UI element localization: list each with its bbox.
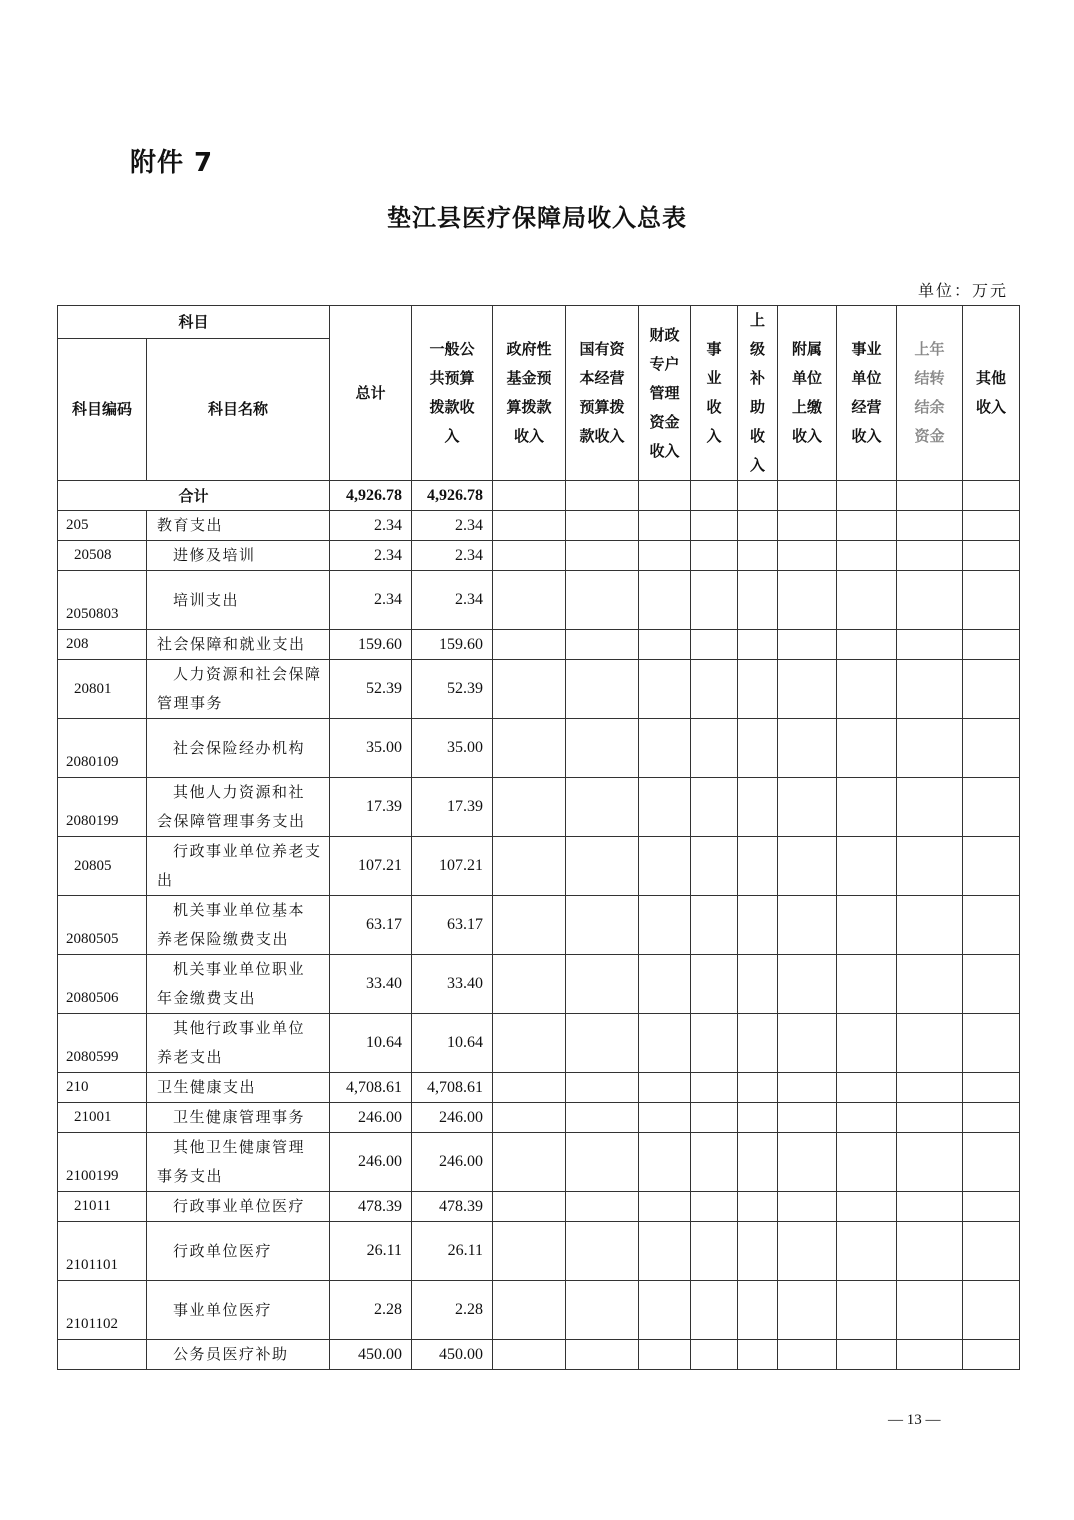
cell-empty — [493, 511, 566, 541]
cell-empty — [493, 1222, 566, 1281]
header-state-capital: 国有资本经营预算拨款收入 — [566, 306, 639, 481]
cell-total: 159.60 — [330, 630, 412, 660]
cell-empty — [691, 541, 738, 571]
table-row — [58, 837, 1020, 896]
cell-empty — [738, 630, 778, 660]
subject-code: 2080109 — [58, 719, 147, 778]
subject-name: 社会保险经办机构 — [147, 719, 330, 778]
header-code: 科目编码 — [58, 339, 147, 481]
subject-name: 进修及培训 — [147, 541, 330, 571]
cell-empty — [963, 1073, 1020, 1103]
cell-general: 4,708.61 — [412, 1073, 493, 1103]
cell-empty — [778, 1133, 837, 1192]
table-row — [58, 719, 1020, 778]
cell-empty — [566, 1014, 639, 1073]
cell-empty — [778, 1340, 837, 1370]
cell-empty — [778, 719, 837, 778]
cell-empty — [566, 1281, 639, 1340]
cell-empty — [837, 541, 897, 571]
cell-empty — [493, 1073, 566, 1103]
cell-empty — [639, 778, 691, 837]
subject-name: 卫生健康管理事务 — [147, 1103, 330, 1133]
cell-empty — [897, 1073, 963, 1103]
cell-empty — [738, 1222, 778, 1281]
cell-empty — [897, 541, 963, 571]
subject-code: 20508 — [58, 541, 147, 571]
table-row — [58, 1192, 1020, 1222]
cell-empty — [639, 630, 691, 660]
cell-empty — [837, 955, 897, 1014]
header-fiscal-special: 财政专户管理资金收入 — [639, 306, 691, 481]
cell-empty — [897, 955, 963, 1014]
cell-empty — [493, 571, 566, 630]
cell-empty — [963, 778, 1020, 837]
cell-general: 107.21 — [412, 837, 493, 896]
cell-general: 10.64 — [412, 1014, 493, 1073]
cell-empty — [738, 1133, 778, 1192]
cell-empty — [639, 1281, 691, 1340]
cell-empty — [566, 1103, 639, 1133]
subject-code: 205 — [58, 511, 147, 541]
cell-empty — [778, 1192, 837, 1222]
cell-general: 35.00 — [412, 719, 493, 778]
cell-empty — [837, 1133, 897, 1192]
subject-code — [58, 1340, 147, 1370]
cell-empty — [639, 1222, 691, 1281]
total-row — [58, 481, 1020, 511]
cell-empty — [639, 571, 691, 630]
cell-general: 246.00 — [412, 1103, 493, 1133]
subject-name: 卫生健康支出 — [147, 1073, 330, 1103]
cell-empty — [837, 630, 897, 660]
header-superior: 上级补助收入 — [738, 306, 778, 481]
cell-empty — [493, 660, 566, 719]
cell-empty — [963, 1133, 1020, 1192]
cell-empty — [691, 1133, 738, 1192]
cell-empty — [566, 541, 639, 571]
subject-code: 2101102 — [58, 1281, 147, 1340]
cell-empty — [778, 541, 837, 571]
cell-empty — [493, 1340, 566, 1370]
cell-empty — [837, 1192, 897, 1222]
cell-empty — [897, 1103, 963, 1133]
cell-empty — [837, 1281, 897, 1340]
subject-code: 20801 — [58, 660, 147, 719]
cell-empty — [691, 837, 738, 896]
cell-empty — [691, 955, 738, 1014]
cell-empty — [493, 778, 566, 837]
subject-name-line1: 其他人力资源和社 — [173, 783, 306, 801]
cell-empty — [897, 719, 963, 778]
cell-empty — [963, 1192, 1020, 1222]
table-row — [58, 1133, 1020, 1192]
subject-code: 2100199 — [58, 1133, 147, 1192]
cell-empty — [963, 955, 1020, 1014]
cell-empty — [566, 1340, 639, 1370]
cell-total: 35.00 — [330, 719, 412, 778]
subject-name-line1: 其他行政事业单位 — [173, 1019, 306, 1037]
cell-empty — [493, 1192, 566, 1222]
cell-general: 450.00 — [412, 1340, 493, 1370]
subject-name: 培训支出 — [147, 571, 330, 630]
cell-empty — [738, 778, 778, 837]
table-row — [58, 511, 1020, 541]
subject-code: 2080505 — [58, 896, 147, 955]
cell-empty — [493, 1014, 566, 1073]
subject-name-line1: 机关事业单位基本 — [173, 901, 306, 919]
cell-total: 26.11 — [330, 1222, 412, 1281]
cell-empty — [691, 1014, 738, 1073]
subject-name-line2: 养老保险缴费支出 — [157, 930, 290, 948]
cell-empty — [738, 571, 778, 630]
table-row — [58, 1014, 1020, 1073]
cell-empty — [639, 896, 691, 955]
cell-empty — [897, 1192, 963, 1222]
subject-name-line1: 其他卫生健康管理 — [173, 1138, 306, 1156]
table-row — [58, 778, 1020, 837]
subject-name-line2: 会保障管理事务支出 — [157, 812, 306, 830]
cell-empty — [738, 660, 778, 719]
cell-empty — [738, 1281, 778, 1340]
cell-empty — [639, 1073, 691, 1103]
cell-empty — [738, 1340, 778, 1370]
cell-total: 2.28 — [330, 1281, 412, 1340]
cell-empty — [639, 955, 691, 1014]
cell-total: 10.64 — [330, 1014, 412, 1073]
cell-empty — [493, 1103, 566, 1133]
cell-total: 2.34 — [330, 511, 412, 541]
cell-general: 2.34 — [412, 571, 493, 630]
subject-name — [147, 778, 330, 837]
cell-empty — [493, 541, 566, 571]
subject-code: 2080506 — [58, 955, 147, 1014]
cell-empty — [963, 511, 1020, 541]
subject-code: 210 — [58, 1073, 147, 1103]
cell-total: 450.00 — [330, 1340, 412, 1370]
cell-empty — [963, 837, 1020, 896]
cell-empty — [639, 1192, 691, 1222]
cell-empty — [897, 896, 963, 955]
cell-empty — [778, 955, 837, 1014]
cell-empty — [897, 1014, 963, 1073]
cell-empty — [837, 837, 897, 896]
cell-total: 4,708.61 — [330, 1073, 412, 1103]
cell-empty — [566, 1222, 639, 1281]
cell-general: 2.34 — [412, 541, 493, 571]
cell-empty — [778, 1014, 837, 1073]
cell-empty — [691, 896, 738, 955]
cell-total: 63.17 — [330, 896, 412, 955]
cell-empty — [566, 896, 639, 955]
cell-empty — [963, 1281, 1020, 1340]
cell-general: 478.39 — [412, 1192, 493, 1222]
subject-name-line2: 出 — [157, 871, 174, 889]
attachment-label: 附件 7 — [130, 148, 214, 178]
table-row — [58, 660, 1020, 719]
cell-empty — [963, 1014, 1020, 1073]
cell-empty — [963, 719, 1020, 778]
cell-empty — [837, 719, 897, 778]
cell-general: 246.00 — [412, 1133, 493, 1192]
cell-empty — [691, 1103, 738, 1133]
cell-empty — [566, 837, 639, 896]
subject-code: 21011 — [58, 1192, 147, 1222]
cell-empty — [493, 837, 566, 896]
cell-empty — [738, 1192, 778, 1222]
cell-empty — [778, 896, 837, 955]
subject-name: 教育支出 — [147, 511, 330, 541]
page-title: 垫江县医疗保障局收入总表 — [387, 203, 687, 232]
cell-empty — [837, 1222, 897, 1281]
cell-empty — [691, 1340, 738, 1370]
subject-name — [147, 1133, 330, 1192]
cell-general: 63.17 — [412, 896, 493, 955]
cell-empty — [691, 660, 738, 719]
cell-empty — [691, 1192, 738, 1222]
cell-empty — [639, 541, 691, 571]
cell-empty — [897, 1133, 963, 1192]
cell-empty — [897, 571, 963, 630]
subject-name: 社会保障和就业支出 — [147, 630, 330, 660]
subject-name: 行政事业单位医疗 — [147, 1192, 330, 1222]
subject-name: 行政单位医疗 — [147, 1222, 330, 1281]
cell-empty — [566, 1073, 639, 1103]
header-operation: 事业单位经营收入 — [837, 306, 897, 481]
subject-name — [147, 1014, 330, 1073]
cell-empty — [963, 660, 1020, 719]
header-affiliated: 附属单位上缴收入 — [778, 306, 837, 481]
cell-empty — [837, 571, 897, 630]
cell-empty — [493, 896, 566, 955]
cell-empty — [639, 1133, 691, 1192]
cell-empty — [639, 511, 691, 541]
header-subject: 科目 — [58, 306, 330, 339]
cell-empty — [897, 630, 963, 660]
cell-empty — [566, 955, 639, 1014]
cell-empty — [897, 1222, 963, 1281]
cell-total: 33.40 — [330, 955, 412, 1014]
table-row — [58, 541, 1020, 571]
cell-empty — [963, 1222, 1020, 1281]
cell-general: 17.39 — [412, 778, 493, 837]
subject-name — [147, 660, 330, 719]
cell-empty — [639, 837, 691, 896]
cell-empty — [963, 1103, 1020, 1133]
subject-name — [147, 837, 330, 896]
subject-code: 21001 — [58, 1103, 147, 1133]
cell-empty — [691, 1073, 738, 1103]
header-carryover: 上年结转结余资金 — [897, 306, 963, 481]
total-label: 合计 — [58, 481, 330, 511]
cell-general: 2.28 — [412, 1281, 493, 1340]
cell-empty — [738, 837, 778, 896]
cell-empty — [837, 660, 897, 719]
cell-total: 2.34 — [330, 541, 412, 571]
cell-empty — [639, 1103, 691, 1133]
subject-name-line1: 机关事业单位职业 — [173, 960, 306, 978]
cell-empty — [738, 719, 778, 778]
cell-empty — [639, 1340, 691, 1370]
cell-empty — [738, 541, 778, 571]
cell-empty — [897, 511, 963, 541]
cell-empty — [837, 896, 897, 955]
cell-empty — [778, 1222, 837, 1281]
cell-empty — [691, 1222, 738, 1281]
subject-code: 2080599 — [58, 1014, 147, 1073]
cell-empty — [566, 1133, 639, 1192]
cell-empty — [691, 719, 738, 778]
cell-empty — [639, 719, 691, 778]
cell-empty — [897, 778, 963, 837]
cell-empty — [738, 1014, 778, 1073]
cell-empty — [837, 511, 897, 541]
income-table — [57, 305, 1020, 1370]
cell-empty — [778, 1073, 837, 1103]
header-business: 事业收入 — [691, 306, 738, 481]
cell-empty — [963, 1340, 1020, 1370]
cell-empty — [738, 1073, 778, 1103]
cell-empty — [691, 1281, 738, 1340]
cell-empty — [493, 1133, 566, 1192]
cell-empty — [778, 630, 837, 660]
cell-total: 246.00 — [330, 1103, 412, 1133]
cell-total: 478.39 — [330, 1192, 412, 1222]
cell-total: 246.00 — [330, 1133, 412, 1192]
header-total: 总计 — [330, 306, 412, 481]
cell-empty — [897, 660, 963, 719]
table-row — [58, 1281, 1020, 1340]
subject-name-line1: 行政事业单位养老支 — [173, 842, 322, 860]
total-sum: 4,926.78 — [330, 481, 412, 511]
cell-general: 2.34 — [412, 511, 493, 541]
subject-name-line2: 年金缴费支出 — [157, 989, 257, 1007]
cell-empty — [566, 660, 639, 719]
cell-empty — [493, 1281, 566, 1340]
subject-name: 事业单位医疗 — [147, 1281, 330, 1340]
cell-empty — [738, 896, 778, 955]
cell-empty — [566, 778, 639, 837]
cell-empty — [837, 1340, 897, 1370]
page-number: — 13 — — [888, 1412, 941, 1428]
subject-name-line2: 管理事务 — [157, 694, 224, 712]
cell-empty — [778, 571, 837, 630]
cell-empty — [493, 630, 566, 660]
cell-empty — [566, 571, 639, 630]
subject-name — [147, 896, 330, 955]
subject-code: 208 — [58, 630, 147, 660]
cell-empty — [778, 837, 837, 896]
table-row — [58, 1103, 1020, 1133]
cell-empty — [738, 955, 778, 1014]
cell-empty — [738, 511, 778, 541]
cell-empty — [837, 778, 897, 837]
cell-empty — [691, 778, 738, 837]
cell-general: 159.60 — [412, 630, 493, 660]
table-row — [58, 630, 1020, 660]
header-gov-fund: 政府性基金预算拨款收入 — [493, 306, 566, 481]
cell-empty — [691, 571, 738, 630]
table-row — [58, 1073, 1020, 1103]
cell-empty — [778, 1281, 837, 1340]
cell-empty — [963, 571, 1020, 630]
subject-name-line2: 事务支出 — [157, 1167, 224, 1185]
cell-empty — [963, 630, 1020, 660]
subject-code: 2101101 — [58, 1222, 147, 1281]
subject-name: 公务员医疗补助 — [147, 1340, 330, 1370]
cell-empty — [691, 511, 738, 541]
cell-empty — [778, 511, 837, 541]
table-row — [58, 896, 1020, 955]
subject-code: 20805 — [58, 837, 147, 896]
cell-general: 33.40 — [412, 955, 493, 1014]
table-row — [58, 955, 1020, 1014]
cell-total: 52.39 — [330, 660, 412, 719]
header-name: 科目名称 — [147, 339, 330, 481]
cell-empty — [691, 630, 738, 660]
cell-empty — [639, 660, 691, 719]
cell-empty — [778, 1103, 837, 1133]
cell-empty — [738, 1103, 778, 1133]
cell-empty — [897, 1281, 963, 1340]
cell-empty — [897, 837, 963, 896]
cell-total: 17.39 — [330, 778, 412, 837]
header-general: 一般公共预算拨款收入 — [412, 306, 493, 481]
total-general: 4,926.78 — [412, 481, 493, 511]
cell-empty — [837, 1103, 897, 1133]
cell-empty — [493, 719, 566, 778]
cell-empty — [778, 778, 837, 837]
subject-code: 2050803 — [58, 571, 147, 630]
subject-code: 2080199 — [58, 778, 147, 837]
table-row — [58, 1340, 1020, 1370]
cell-empty — [566, 1192, 639, 1222]
cell-general: 52.39 — [412, 660, 493, 719]
cell-empty — [639, 1014, 691, 1073]
cell-empty — [493, 955, 566, 1014]
cell-empty — [963, 896, 1020, 955]
cell-empty — [566, 719, 639, 778]
cell-total: 2.34 — [330, 571, 412, 630]
cell-empty — [778, 660, 837, 719]
cell-empty — [837, 1014, 897, 1073]
cell-empty — [566, 630, 639, 660]
cell-empty — [897, 1340, 963, 1370]
subject-name-line2: 养老支出 — [157, 1048, 224, 1066]
cell-empty — [566, 511, 639, 541]
cell-empty — [837, 1073, 897, 1103]
cell-total: 107.21 — [330, 837, 412, 896]
unit-label: 单位：万元 — [917, 281, 1008, 300]
cell-general: 26.11 — [412, 1222, 493, 1281]
subject-name-line1: 人力资源和社会保障 — [173, 665, 322, 683]
subject-name — [147, 955, 330, 1014]
table-row — [58, 571, 1020, 630]
cell-empty — [963, 541, 1020, 571]
table-row — [58, 1222, 1020, 1281]
header-other: 其他收入 — [963, 306, 1020, 481]
